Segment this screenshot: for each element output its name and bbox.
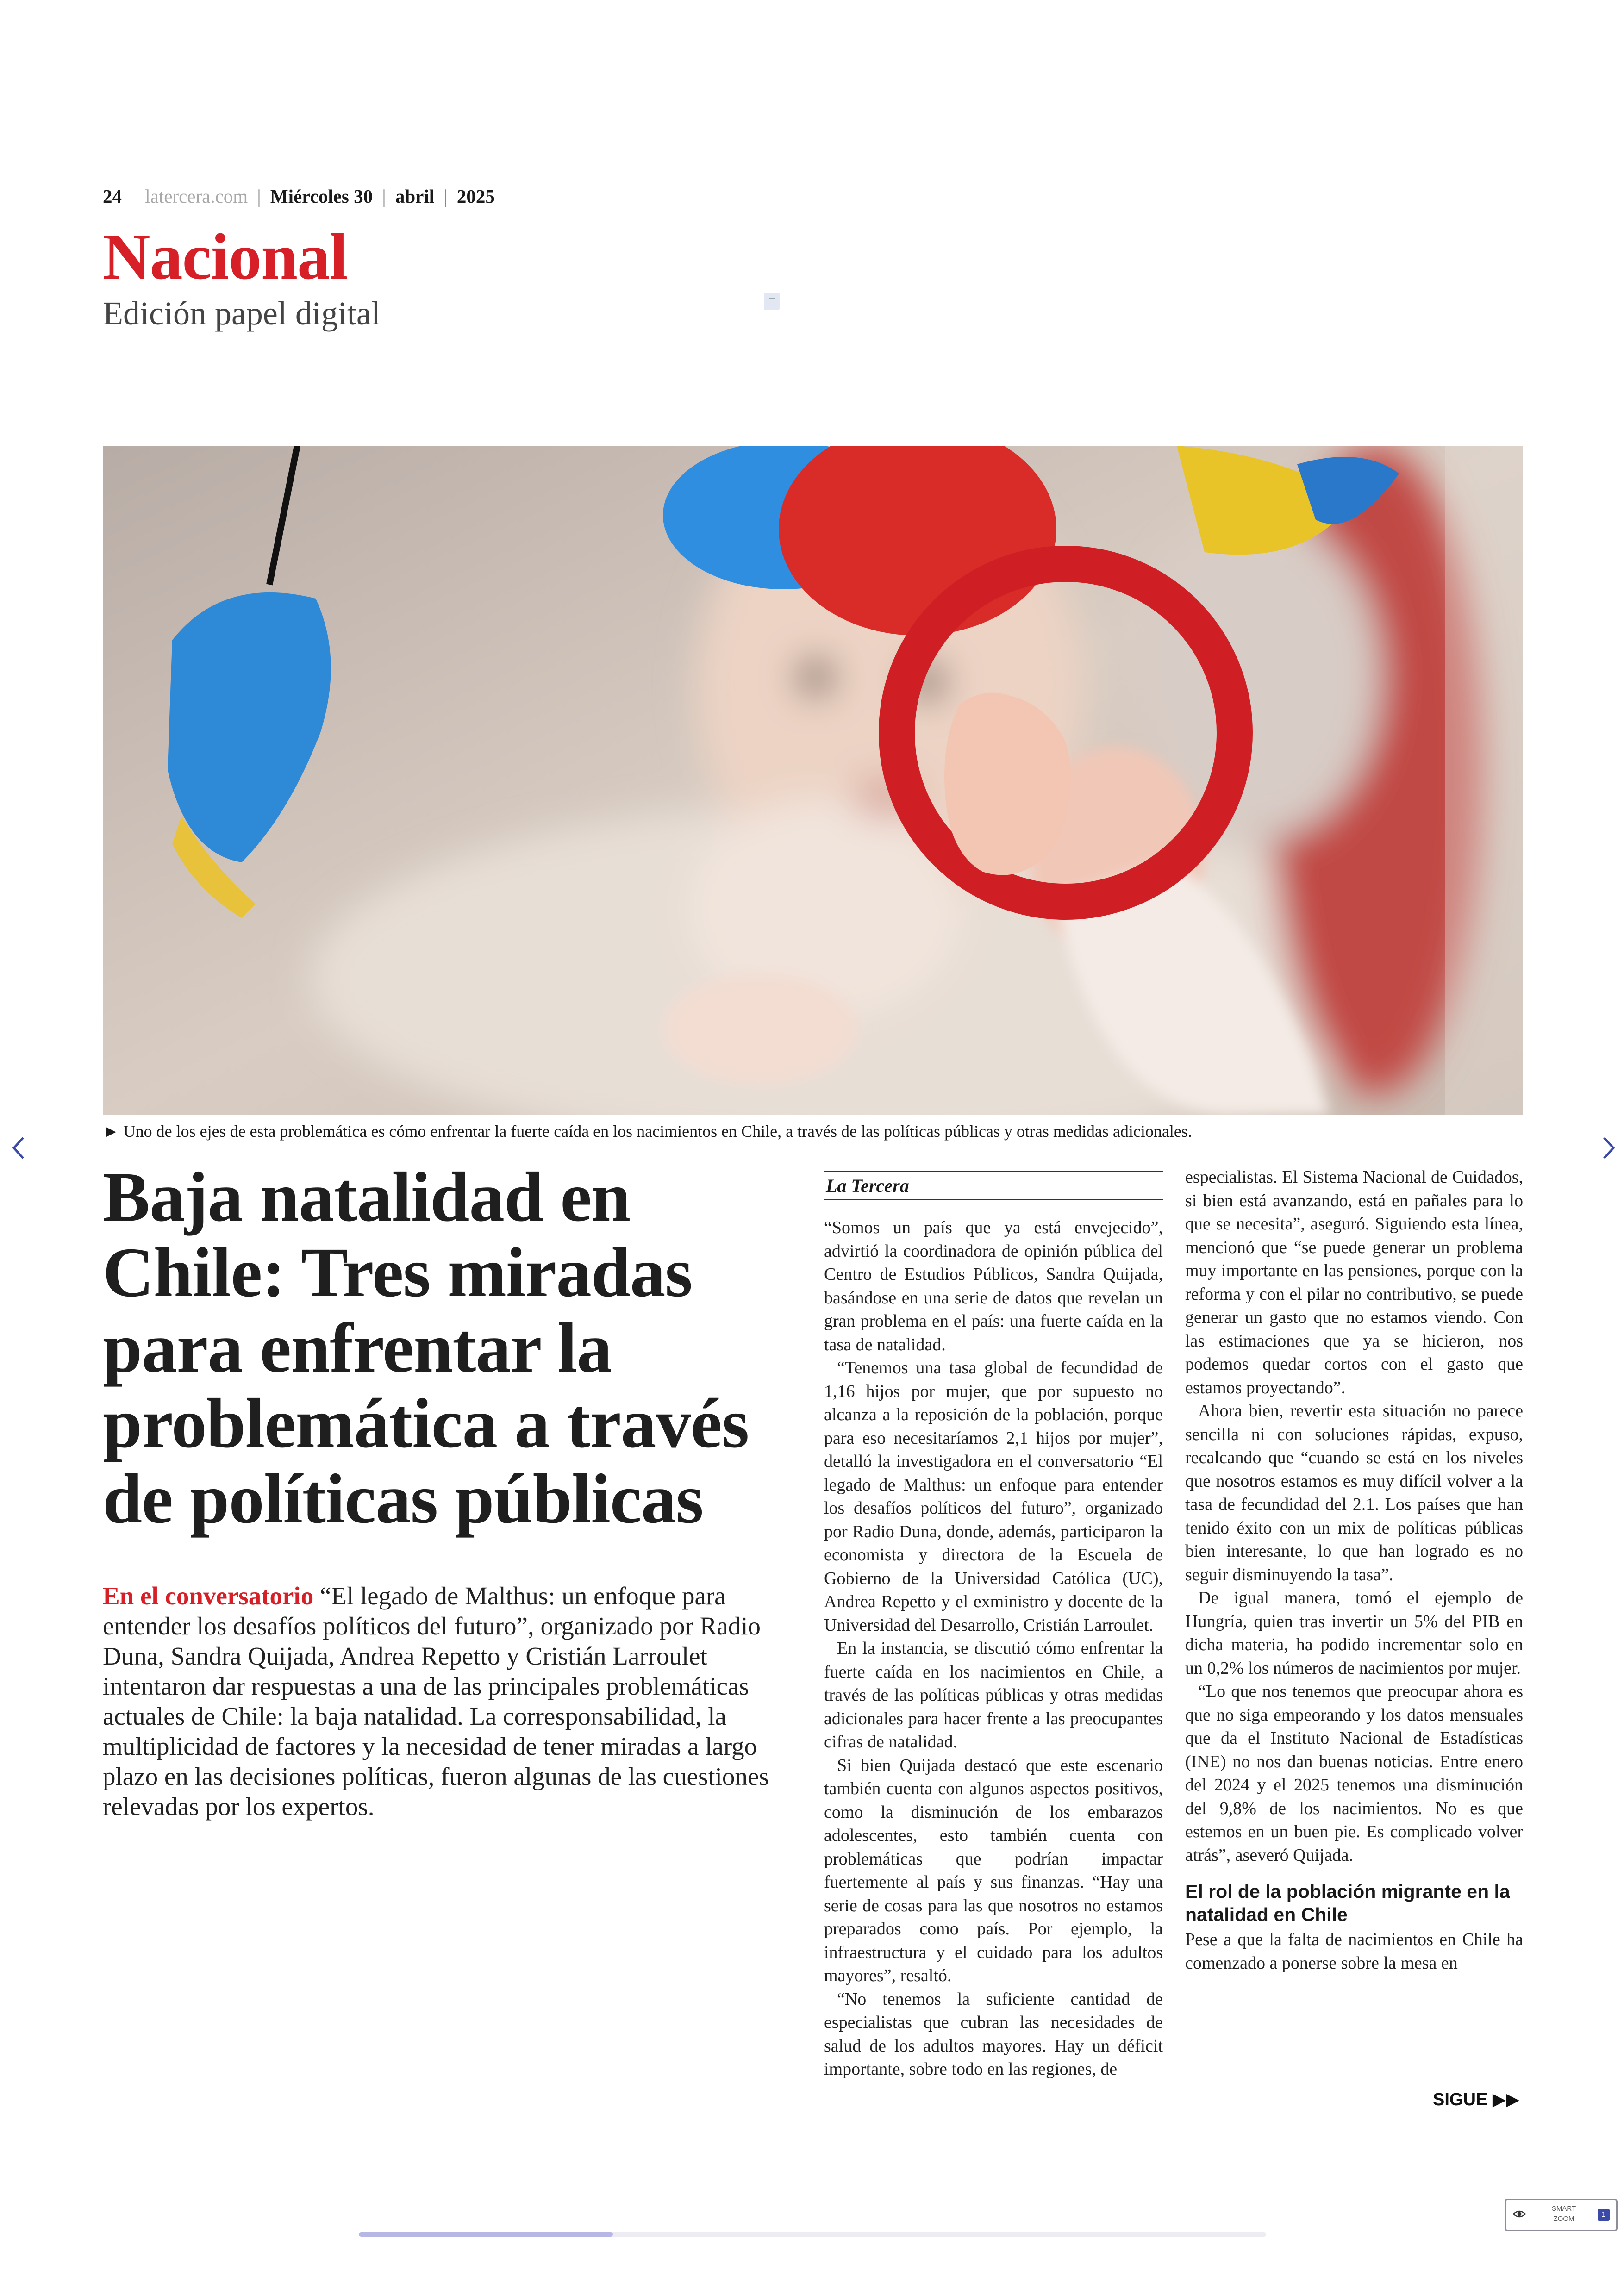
byline: La Tercera: [826, 1175, 909, 1196]
date-day: Miércoles 30: [270, 186, 373, 207]
lede-kicker: En el conversatorio: [103, 1582, 314, 1610]
photo-caption: ► Uno de los ejes de esta problemática es cómo enfrentar la fuerte caída en los nacimientos en Chile, a través de las políticas públicas y otras medidas adicionales.: [103, 1122, 1192, 1141]
chevron-left-icon[interactable]: [5, 1129, 32, 1166]
date-year: 2025: [456, 186, 495, 207]
article-headline: Baja natalidad en Chile: Tres miradas para enfrentar la problemática a través de políticas públicas: [103, 1158, 749, 1538]
section-title: Nacional: [103, 220, 348, 293]
page-header: [103, 185, 495, 207]
smart-zoom-label-line1: SMART: [1551, 2205, 1576, 2213]
chevron-right-icon[interactable]: [1595, 1129, 1623, 1166]
page-number: 24: [103, 186, 122, 207]
article-lede: [103, 1581, 816, 1821]
article-photo: [103, 446, 1523, 1115]
baby-with-toy-illustration: [103, 446, 1523, 1115]
date-month: abril: [395, 186, 435, 207]
paragraph: “Lo que nos tenemos que preocupar ahora es que no siga empeorando y los datos mensuales que da el Instituto Nacional de Estadísticas (INE) no nos dan buenas noticias. Entre enero del 2024 y el 2025 tenemos una disminución del 9,8% de los nacimientos. No es que estemos en un buen pie. Es complicado volver atrás”, aseveró Quijada.: [1185, 1682, 1523, 1865]
continue-label[interactable]: SIGUE ▶▶: [1433, 2090, 1520, 2109]
smart-zoom-label: [1543, 2204, 1585, 2224]
paragraph: “Somos un país que ya está envejecido”, advirtió la coordinadora de opinión pública del Centro de Estudios Públicos, Sandra Quijada, basándose en una serie de datos que revelan un gran problema en el país: una fuerte caída en la tasa de natalidad.: [824, 1218, 1163, 1354]
smart-zoom-button[interactable]: [1505, 2199, 1618, 2231]
paragraph: “Tenemos una tasa global de fecundidad de 1,16 hijos por mujer, que por supuesto no alcanza a la reposición de la población, porque para eso necesitaríamos 2,1 hijos por mujer”, detalló la investigadora en el conversatorio “El legado de Malthus: un enfoque para entender los desafíos políticos del futuro”, organizado por Radio Duna, donde, además, participaron la economista y directora de la Escuela de Gobierno de la Universidad Católica (UC), Andrea Repetto y el exministro y docente de la Universidad del Desarrollo, Cristián Larroulet.: [824, 1358, 1163, 1635]
site-name: latercera.com: [145, 186, 248, 207]
section-subtitle: Edición papel digital: [103, 295, 381, 332]
paragraph: Si bien Quijada destacó que este escenario también cuenta con algunos aspectos positivos, como la disminución de los embarazos adolescentes, esto también cuenta con problemáticas que podrían impactar fuertemente al país y sus finanzas. “Hay una serie de cosas para las que nosotros no estamos preparados como país. Por ejemplo, la infraestructura y el cuidado para los adultos mayores”, resaltó.: [824, 1755, 1163, 1985]
lede-body: “El legado de Malthus: un enfoque para entender los desafíos políticos del futuro”, organizado por Radio Duna, Sandra Quijada, Andrea Repetto y Cristián Larroulet intentaron dar respuestas a una de las principales problemáticas actuales de Chile: la baja natalidad. La corresponsabilidad, la multiplicidad de factores y la necesidad de tener miradas a largo plazo en las decisiones políticas, fueron algunas de las cuestiones relevadas por los expertos.: [103, 1582, 769, 1821]
paragraph: De igual manera, tomó el ejemplo de Hungría, quien tras invertir un 5% del PIB en dicha materia, ha podido incrementar solo en un 0,2% los números de nacimientos por mujer.: [1185, 1588, 1523, 1678]
smart-zoom-badge: 1: [1598, 2209, 1610, 2221]
smart-zoom-label-line2: ZOOM: [1553, 2215, 1574, 2223]
progress-fill: [359, 2232, 613, 2237]
paragraph: “No tenemos la suficiente cantidad de especialistas que cubran las necesidades de salud de los adultos mayores. Hay un déficit importante, sobre todo en las regiones, de: [824, 1989, 1163, 2079]
eye-icon: [1512, 2208, 1526, 2220]
article-subheading: El rol de la población migrante en la natalidad en Chile: [1185, 1881, 1510, 1925]
separator: |: [382, 186, 386, 207]
separator: |: [257, 186, 261, 207]
separator: |: [443, 186, 448, 207]
article-column-2: [824, 1216, 1163, 2081]
paragraph: especialistas. El Sistema Nacional de Cuidados, si bien está avanzando, está en pañales para lo que se necesita”, aseguró. Siguiendo esta línea, mencionó que “se puede generar un problema muy importante en las pensiones, porque con la reforma y con el pilar no contributivo, se puede generar un gasto que no estamos viendo. Con las estimaciones que ya se hicieron, nos podemos quedar cortos con el gasto que estamos proyectando”.: [1185, 1167, 1523, 1397]
paragraph: Ahora bien, revertir esta situación no parece sencilla ni con soluciones rápidas, expuso, recalcando que “cuando se está en los niveles que nosotros estamos es muy difícil volver a la tasa de fecundidad del 2.1. Los países que han tenido éxito con un mix de políticas públicas bien interesante, lo que han logrado es no seguir disminuyendo la tasa”.: [1185, 1401, 1523, 1584]
annotation-marker-icon[interactable]: [764, 293, 780, 310]
paragraph: Pese a que la falta de nacimientos en Chile ha comenzado a ponerse sobre la mesa en: [1185, 1930, 1523, 1973]
paragraph: En la instancia, se discutió cómo enfrentar la fuerte caída en los nacimientos en Chile, a través de las políticas públicas y otras medidas adicionales para hacer frente a las preocupantes cifras de natalidad.: [824, 1639, 1163, 1752]
article-column-3: [1185, 1166, 1523, 1975]
page-progress-bar[interactable]: [359, 2232, 1266, 2237]
byline-box: [824, 1171, 1163, 1200]
